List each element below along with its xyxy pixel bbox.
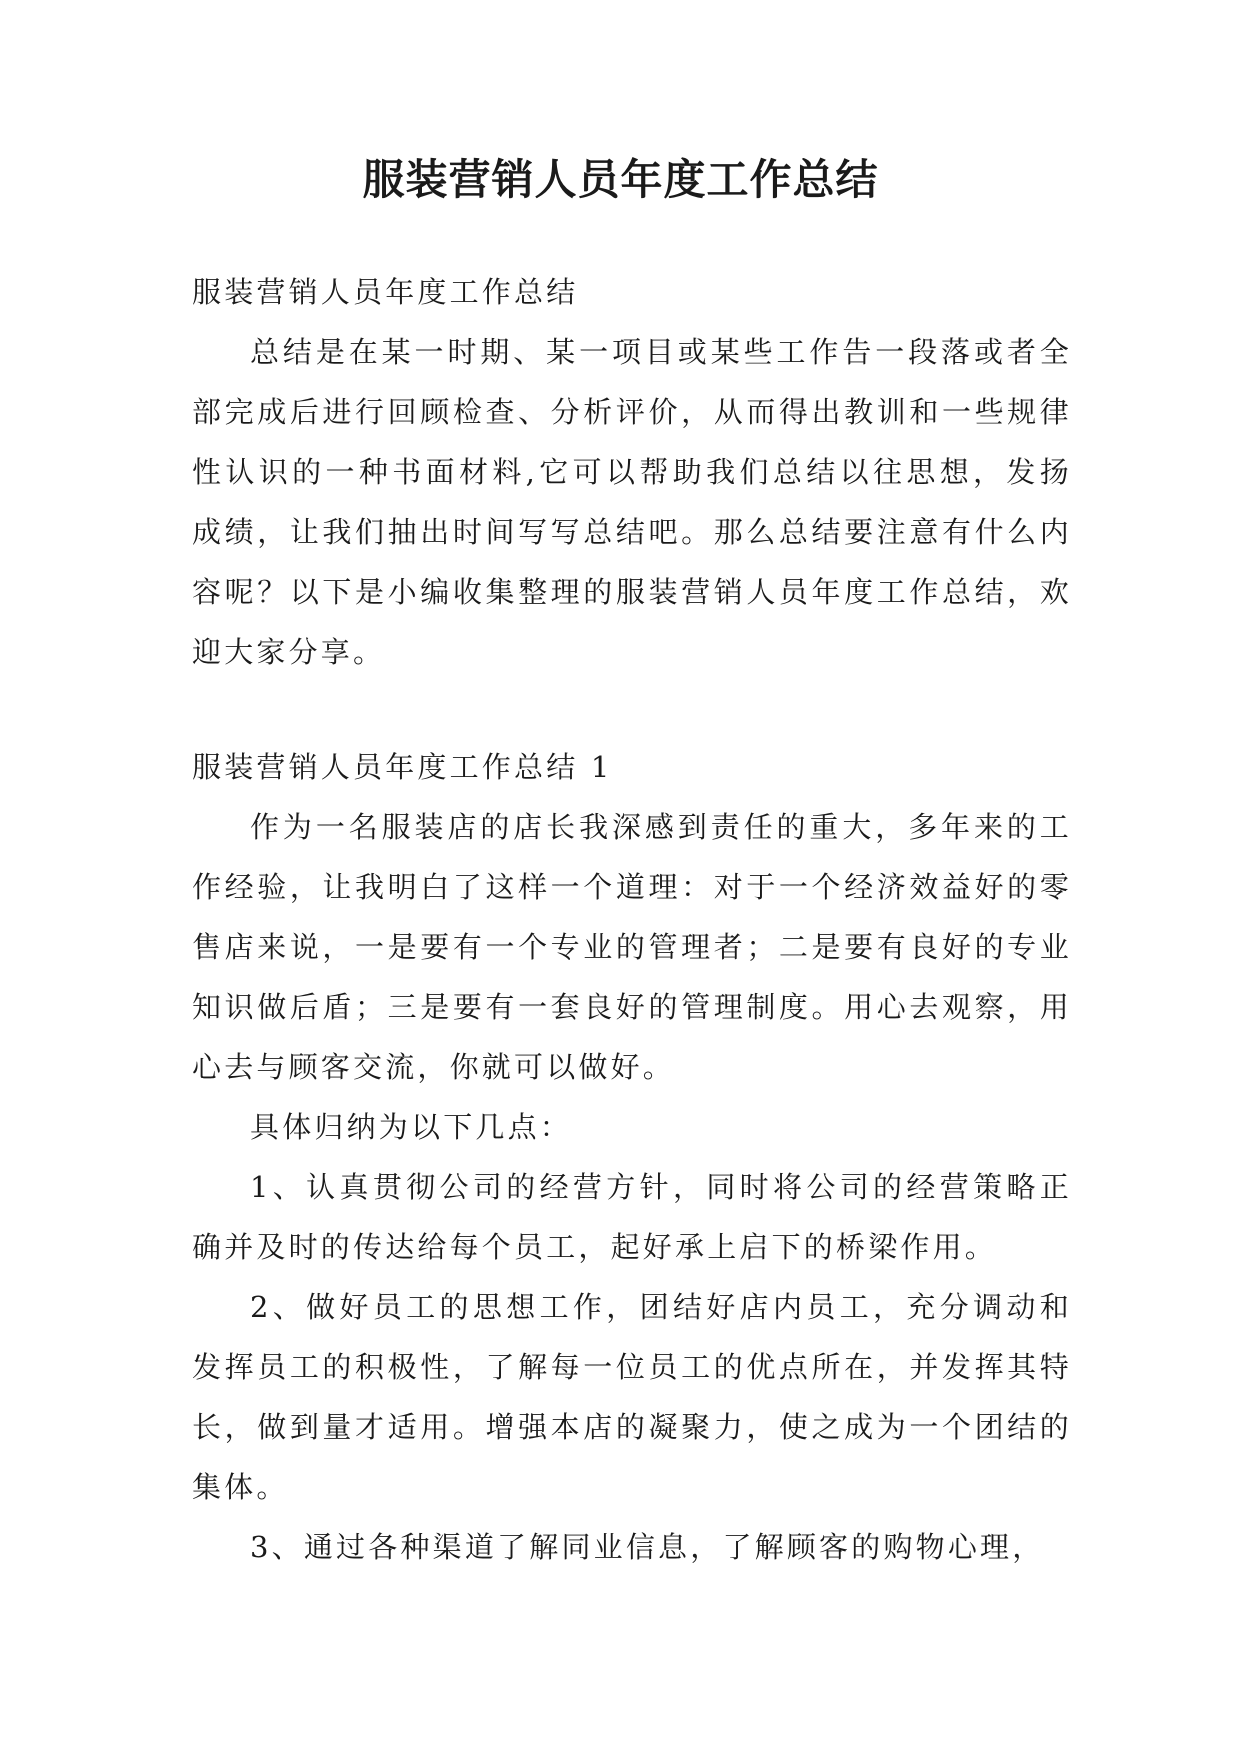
document-body: [192, 262, 1072, 1577]
section-spacer: [192, 682, 1072, 737]
list-item-paragraph: 1、认真贯彻公司的经营方针，同时将公司的经营策略正确并及时的传达给每个员工，起好承上启下的桥梁作用。: [192, 1170, 1072, 1264]
intro-paragraph: 总结是在某一时期、某一项目或某些工作告一段落或者全部完成后进行回顾检查、分析评价，从而得出教训和一些规律性认识的一种书面材料,它可以帮助我们总结以往思想，发扬成绩，让我们抽出时间写写总结吧。那么总结要注意有什么内容呢？以下是小编收集整理的服装营销人员年度工作总结，欢迎大家分享。: [192, 335, 1072, 669]
section-heading: 服装营销人员年度工作总结 1: [192, 750, 613, 784]
list-item-paragraph: 3、通过各种渠道了解同业信息，了解顾客的购物心理，: [250, 1530, 1045, 1564]
section-paragraph: 作为一名服装店的店长我深感到责任的重大，多年来的工作经验，让我明白了这样一个道理：对于一个经济效益好的零售店来说，一是要有一个专业的管理者；二是要有良好的专业知识做后盾；三是要有一套良好的管理制度。用心去观察，用心去与顾客交流，你就可以做好。: [192, 810, 1072, 1084]
document-title: 服装营销人员年度工作总结: [362, 155, 879, 204]
list-item-paragraph: 2、做好员工的思想工作，团结好店内员工，充分调动和发挥员工的积极性，了解每一位员工的优点所在，并发挥其特长，做到量才适用。增强本店的凝聚力，使之成为一个团结的集体。: [192, 1290, 1072, 1504]
intro-heading: 服装营销人员年度工作总结: [192, 275, 579, 309]
section-paragraph: 具体归纳为以下几点：: [250, 1110, 573, 1144]
